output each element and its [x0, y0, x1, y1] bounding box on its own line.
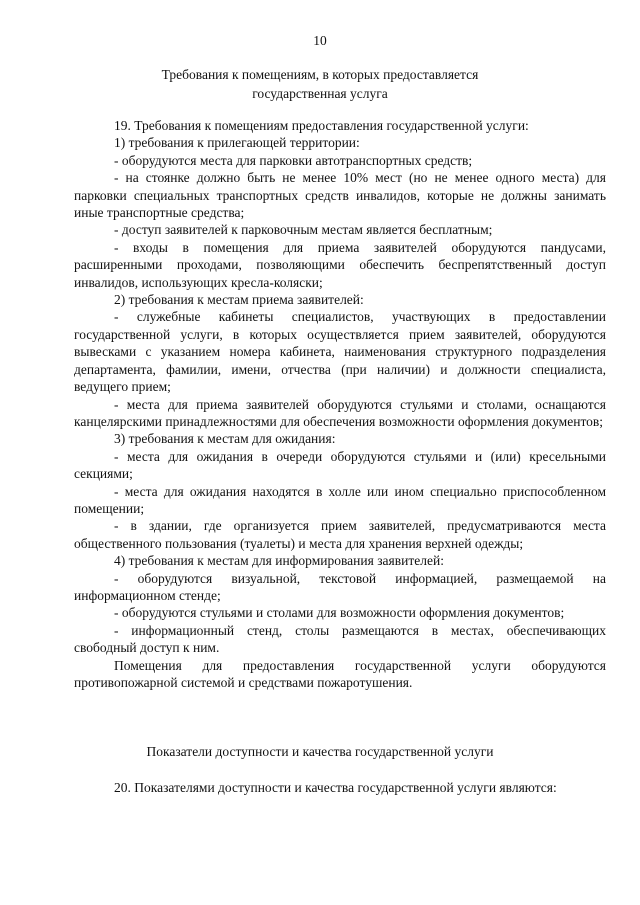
paragraph: - места для ожидания находятся в холле или ином специально приспособленном помещении; — [74, 483, 606, 516]
section-body-accessibility — [74, 779, 606, 796]
paragraph: - на стоянке должно быть не менее 10% мест (но не менее одного места) для парковки специальных транспортных средств инвалидов, которые не должны занимать иные транспортные средства; — [74, 170, 606, 221]
paragraph: - оборудуются стульями и столами для возможности оформления документов; — [114, 605, 565, 621]
paragraph: - входы в помещения для приема заявителей оборудуются пандусами, расширенными проходами, позволяющими обеспечить беспрепятственный доступ инвалидов, использующих кресла-коляски; — [74, 239, 606, 290]
paragraph: 19. Требования к помещениям предоставления государственной услуги: — [114, 118, 529, 133]
section-heading-line: государственная услуга — [252, 86, 388, 101]
paragraph: - доступ заявителей к парковочным местам является бесплатным; — [114, 222, 493, 238]
paragraph: 20. Показателями доступности и качества государственной услуги являются: — [114, 780, 557, 795]
paragraph: 2) требования к местам приема заявителей: — [114, 292, 364, 308]
paragraph: Помещения для предоставления государственной услуги оборудуются противопожарной системой и средствами пожаротушения. — [74, 657, 606, 690]
page-number: 10 — [313, 33, 327, 48]
paragraph: - информационный стенд, столы размещаются в местах, обеспечивающих свободный доступ к ним. — [74, 622, 606, 656]
paragraph: - в здании, где организуется прием заявителей, предусматриваются места общественного пользования (туалеты) и места для хранения верхней одежды; — [74, 518, 606, 551]
paragraph: - оборудуются визуальной, текстовой информацией, размещаемой на информационном стенде; — [74, 570, 606, 603]
section-body-premises — [74, 117, 606, 691]
paragraph: 1) требования к прилегающей территории: — [114, 135, 360, 151]
paragraph: - места для приема заявителей оборудуются стульями и столами, оснащаются канцелярскими принадлежностями для обеспечения возможности оформления документов; — [74, 396, 606, 429]
paragraph: - служебные кабинеты специалистов, участвующих в предоставлении государственной услуги, в которых осуществляется прием заявителей, оборудуются вывесками с указанием номера кабинета, наименования структурного подразделения департамента, фамилии, имени, отчества (при наличии) и должности специалиста, ведущего прием; — [74, 309, 606, 395]
section-heading-premises — [0, 65, 640, 103]
paragraph: - места для ожидания в очереди оборудуются стульями и (или) кресельными секциями; — [74, 448, 606, 482]
paragraph: - оборудуются места для парковки автотранспортных средств; — [114, 152, 473, 168]
paragraph: 4) требования к местам для информирования заявителей: — [114, 553, 444, 569]
section-heading-accessibility: Показатели доступности и качества государственной услуги — [146, 744, 494, 759]
paragraph: 3) требования к местам для ожидания: — [114, 431, 336, 447]
section-heading-line: Требования к помещениям, в которых предоставляется — [161, 67, 479, 82]
